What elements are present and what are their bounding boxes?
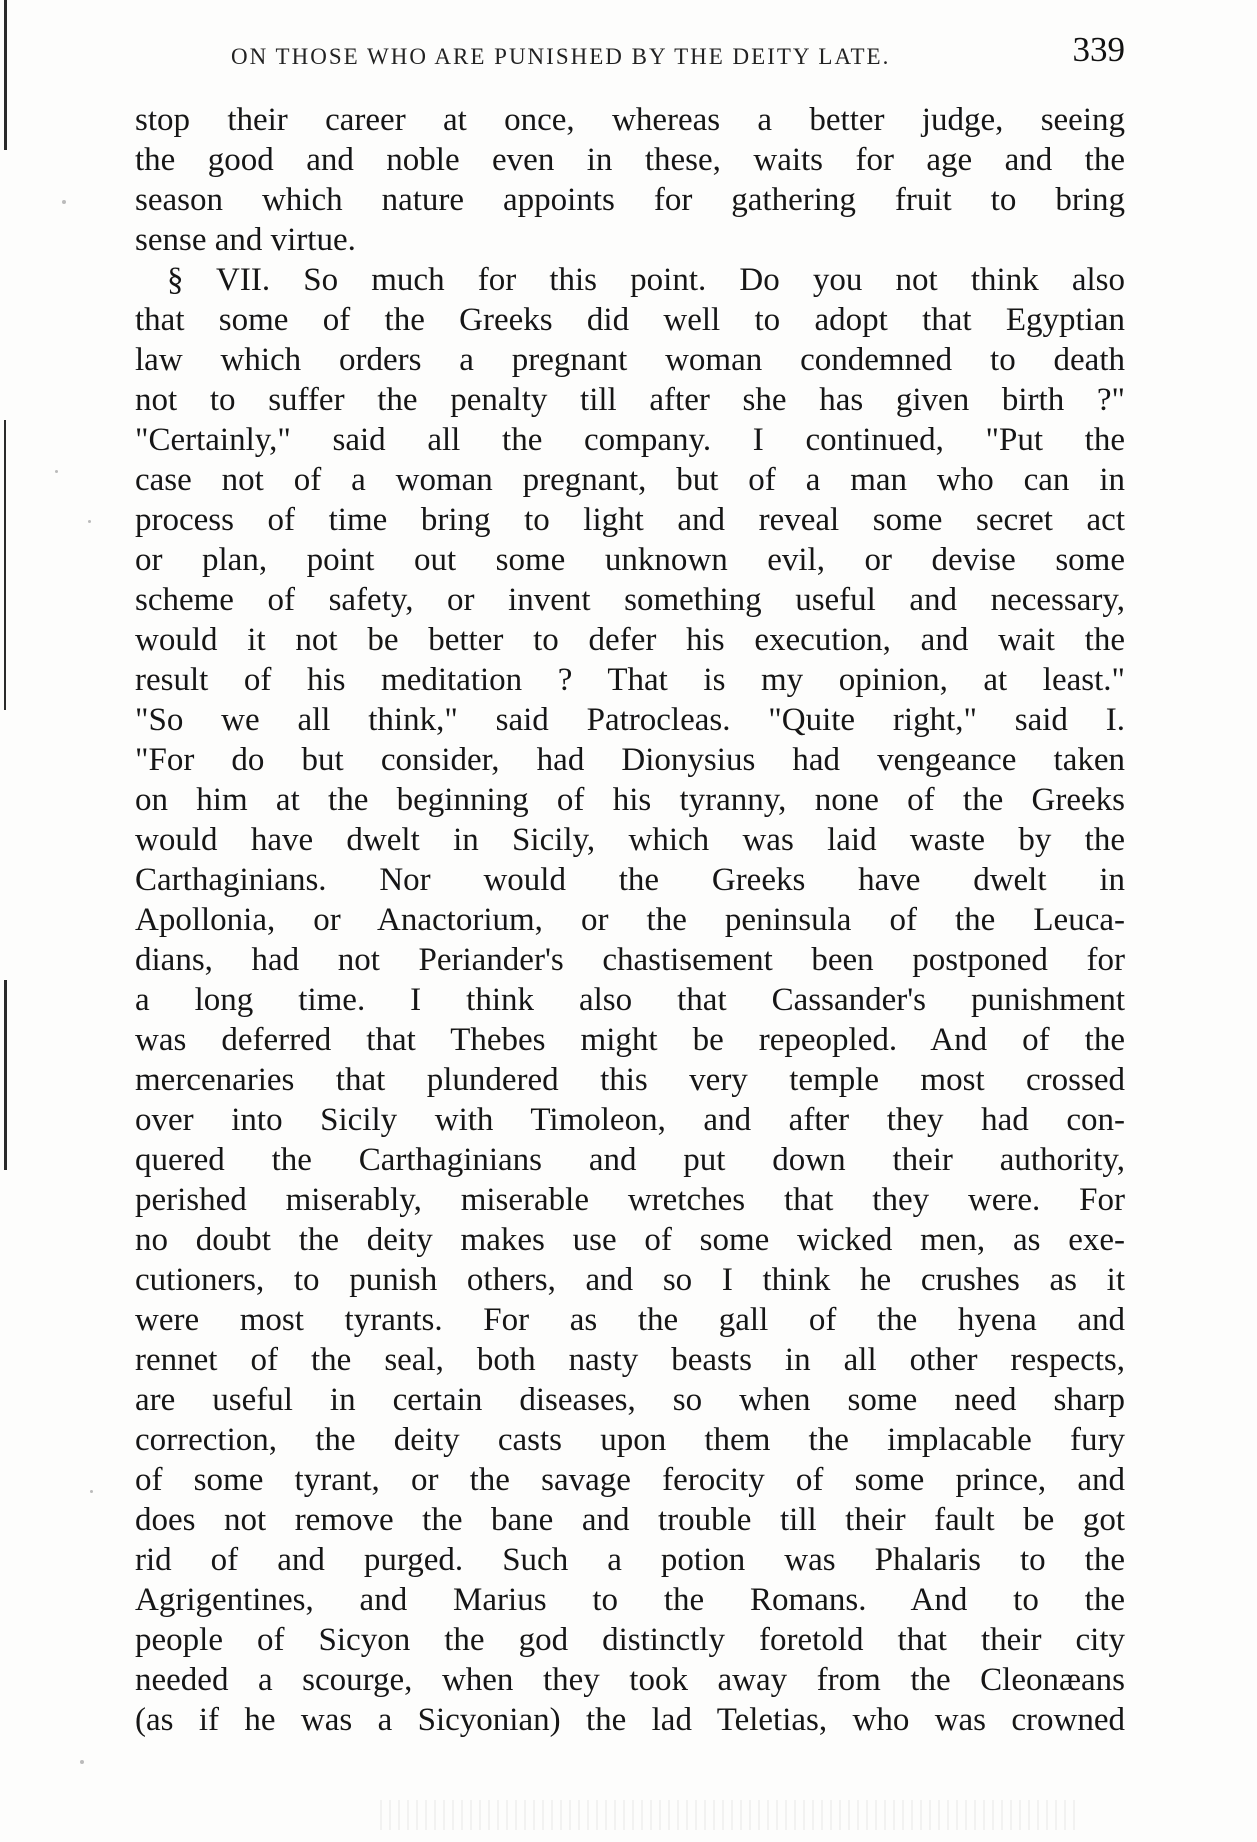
text-line: needed a scourge, when they took away from the Cleonæans	[135, 1662, 1125, 1698]
text-line: are useful in certain diseases, so when some need sharp	[135, 1382, 1125, 1418]
text-line: that some of the Greeks did well to adopt that Egyptian	[135, 302, 1125, 338]
text-line: stop their career at once, whereas a better judge, seeing	[135, 102, 1125, 138]
scan-speck	[90, 1490, 93, 1493]
text-line: Carthaginians. Nor would the Greeks have dwelt in	[135, 862, 1125, 898]
scan-edge-mark	[4, 0, 7, 150]
scan-speck	[62, 200, 66, 204]
text-line: sense and virtue.	[135, 222, 356, 258]
scan-edge-mark	[4, 420, 6, 710]
text-line: or plan, point out some unknown evil, or devise some	[135, 542, 1125, 578]
section-start-line: § VII. So much for this point. Do you not think also	[167, 262, 1125, 298]
page-header	[135, 30, 1125, 80]
text-line: Agrigentines, and Marius to the Romans. And to the	[135, 1582, 1125, 1618]
text-line: rennet of the seal, both nasty beasts in all other respects,	[135, 1342, 1125, 1378]
text-line: mercenaries that plundered this very temple most crossed	[135, 1062, 1125, 1098]
text-line: a long time. I think also that Cassander's punishment	[135, 982, 1125, 1018]
text-line: process of time bring to light and reveal some secret act	[135, 502, 1125, 538]
text-line: "So we all think," said Patrocleas. "Quite right," said I.	[135, 702, 1125, 738]
text-line: correction, the deity casts upon them the implacable fury	[135, 1422, 1125, 1458]
scan-speck	[55, 470, 58, 473]
text-line: quered the Carthaginians and put down their authority,	[135, 1142, 1125, 1178]
text-line: scheme of safety, or invent something useful and necessary,	[135, 582, 1125, 618]
text-line: (as if he was a Sicyonian) the lad Teletias, who was crowned	[135, 1702, 1125, 1738]
text-line: people of Sicyon the god distinctly foretold that their city	[135, 1622, 1125, 1658]
text-line: would have dwelt in Sicily, which was laid waste by the	[135, 822, 1125, 858]
page-number: 339	[1072, 30, 1125, 69]
running-head: ON THOSE WHO ARE PUNISHED BY THE DEITY LATE.	[231, 44, 891, 69]
text-line: the good and noble even in these, waits for age and the	[135, 142, 1125, 178]
text-line: perished miserably, miserable wretches that they were. For	[135, 1182, 1125, 1218]
text-line: season which nature appoints for gathering fruit to bring	[135, 182, 1125, 218]
text-line: over into Sicily with Timoleon, and after they had con-	[135, 1102, 1125, 1138]
text-line: rid of and purged. Such a potion was Phalaris to the	[135, 1542, 1125, 1578]
text-line: case not of a woman pregnant, but of a man who can in	[135, 462, 1125, 498]
text-line: cutioners, to punish others, and so I think he crushes as it	[135, 1262, 1125, 1298]
text-line: result of his meditation ? That is my opinion, at least."	[135, 662, 1125, 698]
text-line: would it not be better to defer his execution, and wait the	[135, 622, 1125, 658]
text-line: does not remove the bane and trouble till their fault be got	[135, 1502, 1125, 1538]
text-line: law which orders a pregnant woman condemned to death	[135, 342, 1125, 378]
text-line: of some tyrant, or the savage ferocity of some prince, and	[135, 1462, 1125, 1498]
text-line: dians, had not Periander's chastisement been postponed for	[135, 942, 1125, 978]
text-line: was deferred that Thebes might be repeopled. And of the	[135, 1022, 1125, 1058]
text-line: "Certainly," said all the company. I continued, "Put the	[135, 422, 1125, 458]
scan-speck	[80, 1760, 84, 1764]
scan-edge-mark	[4, 980, 7, 1170]
scan-bleed-through	[380, 1800, 1080, 1830]
scan-speck	[88, 520, 91, 523]
text-line: were most tyrants. For as the gall of the hyena and	[135, 1302, 1125, 1338]
text-line: not to suffer the penalty till after she has given birth ?"	[135, 382, 1125, 418]
body-text	[135, 100, 1125, 1740]
text-line: "For do but consider, had Dionysius had vengeance taken	[135, 742, 1125, 778]
text-line: no doubt the deity makes use of some wicked men, as exe-	[135, 1222, 1125, 1258]
text-line: Apollonia, or Anactorium, or the peninsula of the Leuca-	[135, 902, 1125, 938]
text-line: on him at the beginning of his tyranny, none of the Greeks	[135, 782, 1125, 818]
